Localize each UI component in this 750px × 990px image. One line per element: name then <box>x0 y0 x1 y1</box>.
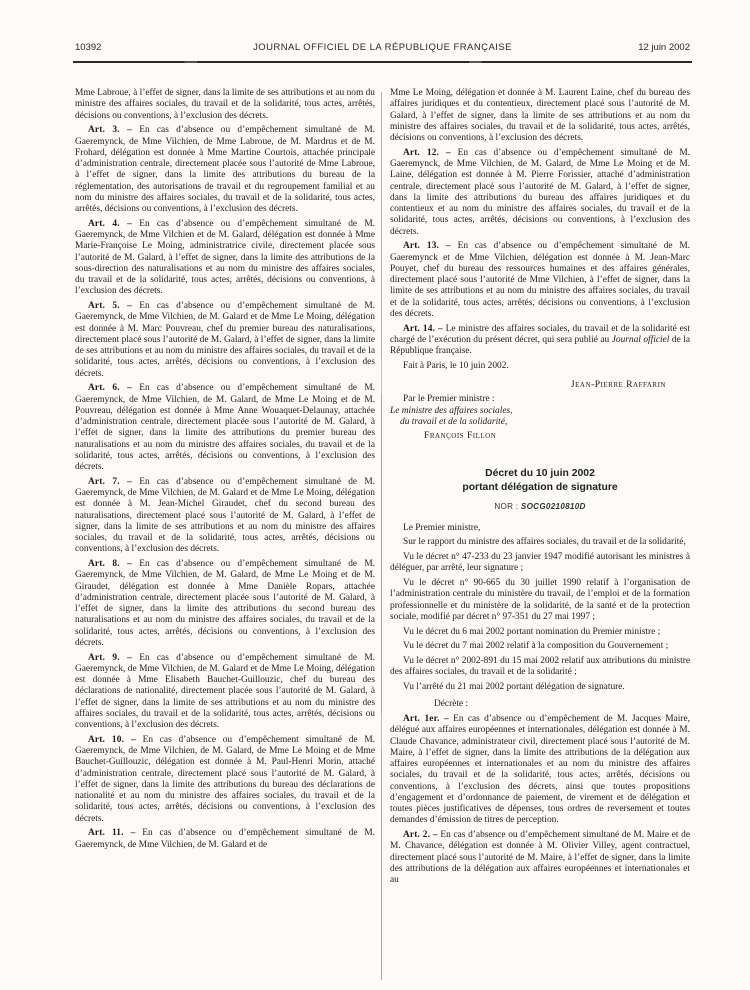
signature-minister: François Fillon <box>424 430 497 441</box>
article-text: En cas d’absence ou d’empêchement simultané de M. Maire et de M. Chavance, délégation est donnée à M. Olivier Villey, agent contractuel, directement placé sous l’autorité de M. Maire, à l’effet de signer, dans la limite des attributions de la délégation aux affaires européennes et internationales et au <box>390 830 690 885</box>
article-number: Art. 8. – <box>88 559 132 569</box>
decrete-label: Décrète : <box>434 699 469 710</box>
article-text: En cas d’absence ou d’empêchement simultané de M. Gaeremynck, de Mme Vilchien et de M. Galard, délégation est donnée à Mme Marie-Françoise Le Moing, administratrice civile, directement placée sous l’autorité de M. Galard, à l’effet de signer, dans la limite des attributions de la sous-direction des naturalisations et au nom du ministre des affaires sociales, du travail et de la solidarité, tous actes, arrêtés, décisions ou conventions, à l’exclusion des décrets. <box>75 218 375 297</box>
left-column <box>75 88 375 986</box>
continuation-paragraph: Mme Labroue, à l’effet de signer, dans la limite de ses attributions et au nom du ministre des affaires sociales, du travail et de la solidarité, tous actes, arrêtés, décisions ou conventions, à l’exclusion des décrets. <box>75 88 375 121</box>
article-number: Art. 13. – <box>403 241 451 252</box>
article-paragraph <box>390 830 690 886</box>
article-text: En cas d’absence ou d’empêchement simultané de M. Gaeremynck, de Mme Vilchien, de M. Galard, de Mme Le Moing et de M. Laine, délégation est donnée à M. Pierre Forissier, attaché d’administration centrale, directement placé sous l’autorité de M. Galard, à l’effet de signer, dans la limite des attributions du bureau des affaires juridiques et du contentieux et au nom du ministre des affaires sociales, du travail et de la solidarité, tous actes, arrêtés, décisions ou conventions, à l’exclusion des décrets. <box>390 147 690 237</box>
article-text: En cas d’absence ou d’empêchement de M. Jacques Maire, délégué aux affaires européennes et internationales, délégation est donnée à M. Claude Chavance, administrateur civil, directement placé sous l’autorité de M. Maire, à l’effet de signer, dans la limite des attributions de la délégation aux affaires européennes et internationales et au nom du ministre des affaires sociales, du travail et de la solidarité, tous actes, arrêtés, décisions ou conventions, à l’exclusion des décrets, ainsi que toutes propositions d’engagement et d’ordonnance de paiement, de virement et de délégation et toutes pièces justificatives de dépenses, tous ordres de reversement et toutes demandes d’émission de titres de perception. <box>390 714 690 826</box>
body-paragraph: Vu le décret du 6 mai 2002 portant nomination du Premier ministre ; <box>403 626 661 637</box>
body-paragraph: Vu l’arrêté du 21 mai 2002 portant délégation de signature. <box>403 682 625 692</box>
body-paragraph: Vu le décret n° 2002-891 du 15 mai 2002 relatif aux attributions du ministre des affaires sociales, du travail et de la solidarité ; <box>390 656 690 678</box>
article-paragraph <box>390 714 690 827</box>
page-content <box>75 88 690 986</box>
article-number: Art. 14. – <box>403 323 443 334</box>
article-text: de la République française. <box>390 334 690 356</box>
article-text: En cas d’absence ou d’empêchement simultané de M. Gaeremynck, de Mme Vilchien, de M. Galard et de <box>75 828 375 850</box>
italic-citation: Journal officiel <box>611 334 670 345</box>
journal-title: JOURNAL OFFICIEL DE LA RÉPUBLIQUE FRANÇAISE <box>253 42 512 53</box>
article-paragraph <box>390 148 690 238</box>
article-number: Art. 6. – <box>88 383 132 394</box>
decree-heading <box>390 467 690 494</box>
article-text: En cas d’absence ou d’empêchement simultané de M. Gaeremynck, de Mme Vilchien, de M. Galard et de Mme Le Moing, délégation est donnée à M. Jean-Michel Giraudet, chef du second bureau des naturalisations, directement placé sous l’autorité de M. Galard, à l’effet de signer, dans la limite de ses attributions et au nom du ministre des affaires sociales, du travail et de la solidarité, tous actes, arrêtés, décisions ou conventions, à l’exclusion des décrets. <box>75 476 375 555</box>
article-paragraph <box>390 324 690 358</box>
issue-date: 12 juin 2002 <box>638 42 690 53</box>
body-paragraph: Vu le décret n° 47-233 du 23 janvier 1947 modifié autorisant les ministres à déléguer, par arrêté, leur signature ; <box>390 552 690 574</box>
article-paragraph <box>75 125 375 215</box>
page-number: 10392 <box>75 42 102 53</box>
article-number: Art. 12. – <box>403 147 451 158</box>
body-paragraph: Vu le décret du 7 mai 2002 relatif à la composition du Gouvernement ; <box>403 641 669 652</box>
article-text: En cas d’absence ou d’empêchement simultané de M. Gaeremynck, de Mme Vilchien, de M. Galard, de Mme Le Moing et de M. Giraudet, délégation est donnée à Mme Danièle Ropars, attachée d’administration centrale, directement placée sous l’autorité de M. Galard, à l’effet de signer, dans la limite des attributions du second bureau des naturalisations et au nom du ministre des affaires sociales, du travail et de la solidarité, tous actes, arrêtés, décisions ou conventions, à l’exclusion des décrets. <box>75 559 375 648</box>
article-paragraph <box>75 219 375 298</box>
article-paragraph <box>75 383 375 473</box>
minister-title-line: du travail et de la solidarité, <box>400 416 508 427</box>
minister-title-line: Le ministre des affaires sociales, <box>390 405 513 416</box>
article-paragraph <box>75 653 375 732</box>
article-text: En cas d’absence ou d’empêchement simultané de M. Gaeremynck, de Mme Vilchien, de Mme Labroue, de M. Mardrus et de M. Frohard, délégation est donnée à Mme Martine Courtois, attachée principale d’administration centrale, directement placée sous l’autorité de Mme Labroue, à l’effet de signer, dans la limite des attributions du bureau de la réglementation, des autorisations de travail et du regroupement familial et au nom du ministre des affaires sociales, du travail et de la solidarité, tous actes, arrêtés, décisions ou conventions, à l’exclusion des décrets. <box>75 125 375 214</box>
article-number: Art. 11. – <box>88 828 136 839</box>
article-number: Art. 7. – <box>88 476 132 487</box>
article-paragraph <box>75 828 375 851</box>
decree-heading-line: portant délégation de signature <box>462 481 618 493</box>
article-paragraph <box>75 477 375 556</box>
article-text: En cas d’absence ou d’empêchement simultané de M. Gaeremynck, de Mme Vilchien, de M. Galard et de Mme Le Moing, délégation est donnée à M. Marc Pouvreau, chef du premier bureau des naturalisations, directement placé sous l’autorité de M. Galard, à l’effet de signer, dans la limite de ses attributions et au nom du ministre des affaires sociales, du travail et de la solidarité, tous actes, arrêtés, décisions ou conventions, à l’exclusion des décrets. <box>75 301 375 379</box>
premier-ministre-byline: Par le Premier ministre : <box>403 394 495 405</box>
continuation-paragraph: Mme Le Moing, délégation et donnée à M. Laurent Laine, chef du bureau des affaires juridiques et du contentieux, directement placé sous l’autorité de M. Galard, à l’effet de signer, dans la limite de ses attributions et au nom du ministre des affaires sociales, du travail et de la solidarité, tous actes, arrêtés, décisions ou conventions, à l’exclusion des décrets. <box>390 88 690 143</box>
article-number: Art. 2. – <box>403 830 438 840</box>
article-paragraph <box>390 241 690 320</box>
decree-heading-line: Décret du 10 juin 2002 <box>485 468 595 480</box>
article-text: En cas d’absence ou d’empêchement simultané de M. Gaeremynck, de Mme Vilchien, de M. Galard, de Mme Le Moing et de M. Pouvreau, délégation est donnée à Mme Anne Wouaquet-Delaunay, attachée d’administration centrale, directement placée sous l’autorité de M. Galard, à l’effet de signer, dans la limite des attributions du premier bureau des naturalisations et au nom du ministre des affaires sociales, du travail et de la solidarité, tous actes, arrêtés, décisions ou conventions, à l’exclusion des décrets. <box>75 383 375 472</box>
article-number: Art. 10. – <box>88 734 136 745</box>
nor-line <box>390 501 690 512</box>
article-paragraph <box>75 559 375 649</box>
nor-code: SOCG0210810D <box>520 502 586 512</box>
signature-prime-minister: Jean-Pierre Raffarin <box>570 379 666 390</box>
article-number: Art. 4. – <box>88 218 132 229</box>
article-text: Le ministre des affaires sociales, du travail et de la solidarité est chargé de l’exécution du présent décret, qui sera publié au <box>390 323 690 345</box>
nor-label: NOR : <box>494 502 521 512</box>
article-number: Art. 5. – <box>88 301 132 311</box>
header-rule <box>73 61 692 63</box>
journal-header <box>75 42 690 53</box>
article-number: Art. 9. – <box>88 652 132 663</box>
article-paragraph <box>75 735 375 825</box>
article-number: Art. 3. – <box>88 125 132 136</box>
article-number: Art. 1er. – <box>403 714 449 724</box>
article-text: En cas d’absence ou d’empêchement simultané de M. Gaeremynck, de Mme Vilchien, de M. Galard et de Mme Le Moing, délégation est donnée à Mme Elisabeth Bauchet-Guillouzic, chef du bureau des déclarations de nationalité, directement placée sous l’autorité de M. Galard, à l’effet de signer, dans la limite de ses attributions et au nom du ministre des affaires sociales, du travail et de la solidarité, tous actes, arrêtés, décisions ou conventions, à l’exclusion des décrets. <box>75 652 375 730</box>
body-paragraph: Fait à Paris, le 10 juin 2002. <box>403 360 509 371</box>
article-paragraph <box>75 301 375 380</box>
article-text: En cas d’absence ou d’empêchement simultané de M. Gaeremynck, de Mme Vilchien, de M. Galard, de Mme Le Moing et de Mme Bauchet-Guillouzic, délégation est donnée à M. Paul-Henri Morin, attaché d’administration centrale, directement placé sous l’autorité de M. Galard, à l’effet de signer, dans la limite des attributions du bureau des déclarations de nationalité et au nom du ministre des affaires sociales, du travail et de la solidarité, tous actes, arrêtés, décisions ou conventions, à l’exclusion des décrets. <box>75 734 375 824</box>
body-paragraph: Vu le décret n° 90-665 du 30 juillet 1990 relatif à l’organisation de l’administration centrale du ministère du travail, de l’emploi et de la formation professionnelle et du ministère de la solidarité, de la santé et de la protection sociale, modifié par décret n° 97-351 du 27 mai 1997 ; <box>390 578 690 622</box>
article-text: En cas d’absence ou d’empêchement simultané de M. Gaeremynck et de Mme Vilchien, délégation est donnée à M. Jean-Marc Pouyet, chef du bureau des ressources humaines et des affaires générales, directement placé sous l’autorité de Mme Vilchien, à l’effet de signer, dans la limite de ses attributions et au nom du ministre des affaires sociales, du travail et de la solidarité, tous actes, arrêtés, décisions ou conventions, à l’exclusion des décrets. <box>390 241 690 319</box>
right-column <box>390 88 690 986</box>
body-paragraph: Le Premier ministre, <box>403 522 481 533</box>
body-paragraph: Sur le rapport du ministre des affaires sociales, du travail et de la solidarité, <box>403 537 686 548</box>
